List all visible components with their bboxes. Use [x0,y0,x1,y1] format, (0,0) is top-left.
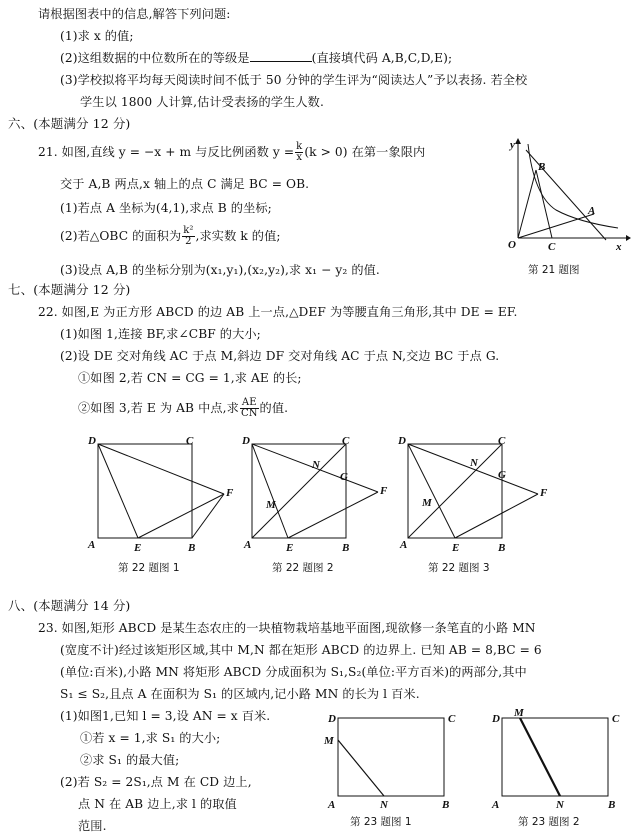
y-axis-arrow [515,138,521,144]
label-E: E [286,542,294,554]
q21-line2: 交于 A,B 两点,x 轴上的点 C 满足 BC = OB. [60,177,310,191]
label-N: N [312,459,320,471]
diagonal-AC [252,444,346,538]
label-B: B [342,542,350,554]
q22-fraction [240,398,259,419]
label-C: C [448,713,456,725]
label-F: F [380,485,388,497]
label-M: M [324,735,334,747]
label-C: C [186,435,194,447]
diagonal-AC [408,444,502,538]
label-A: A [588,205,596,217]
figure-21 [498,134,628,254]
frac-numerator: AE [241,397,257,408]
x-axis-arrow [626,235,631,241]
q23-line4: S₁ ≤ S₂,且点 A 在面积为 S₁ 的区域内,记小路 MN 的长为 l 百米. [60,687,420,701]
label-C: C [342,435,350,447]
figure-22-3-caption: 第 22 题图 3 [428,562,490,574]
label-D: D [492,713,500,725]
q21-line1-tail: (k > 0) 在第一象限内 [304,145,426,159]
label-M: M [266,499,276,511]
figure-22-1 [88,436,248,554]
label-B: B [442,799,450,811]
label-A: A [492,799,500,811]
q21-part2 [60,226,281,247]
segment-DE [98,444,138,538]
label-B: B [538,161,546,173]
q22-part2-ii-tail: 的值. [259,401,289,415]
q20-part1: (1)求 x 的值; [60,29,134,43]
label-B: B [498,542,506,554]
figure-22-2 [242,436,402,554]
figure-22-3 [398,436,558,554]
label-x: x [616,241,622,253]
label-G: G [340,471,348,483]
q23-part2: (2)若 S₂ = 2S₁,点 M 在 CD 边上, [60,775,252,789]
answer-blank [250,50,312,62]
label-F: F [540,487,548,499]
label-D: D [88,435,96,447]
label-D: D [398,435,406,447]
q21-part1: (1)若点 A 坐标为(4,1),求点 B 的坐标; [60,201,272,215]
rectangle-ABCD [338,718,444,796]
q21-part2-text: (2)若△OBC 的面积为 [60,229,182,243]
label-A: A [244,539,252,551]
label-A: A [328,799,336,811]
label-E: E [452,542,460,554]
q23-line2: (宽度不计)经过该矩形区域,其中 M,N 都在矩形 ABCD 的边界上. 已知 AB = 8,BC = 6 [60,643,542,657]
square-ABCD [98,444,192,538]
label-E: E [134,542,142,554]
q23-line3: (单位:百米),小路 MN 将矩形 ABCD 分成面积为 S₁,S₂(单位:平方百米)的两部分,其中 [60,665,527,679]
label-C: C [498,435,506,447]
q20-part2-text: (2)这组数据的中位数所在的等级是 [60,51,250,65]
q20-part3-cont: 学生以 1800 人计算,估计受表扬的学生人数. [80,95,324,109]
label-N: N [556,799,564,811]
figure-22-2-caption: 第 22 题图 2 [272,562,334,574]
q21-fraction [295,142,303,163]
q21-line1 [38,142,425,163]
segment-DF [98,444,224,494]
segment-OA [518,214,594,238]
label-B: B [188,542,196,554]
label-F: F [226,487,234,499]
label-M: M [514,707,524,719]
hyperbola-curve [528,144,618,228]
segment-OB [518,170,536,238]
label-C: C [548,241,556,253]
q23-part1-ii: ②求 S₁ 的最大值; [80,753,180,767]
segment-EF [455,494,538,538]
label-y: y [510,139,515,151]
label-C: C [612,713,620,725]
segment-DE [252,444,288,538]
label-D: D [242,435,250,447]
q22-part2-ii-text: ②如图 3,若 E 为 AB 中点,求 [78,401,239,415]
q21-line1-text: 21. 如图,直线 y = −x + m 与反比例函数 y = [38,145,295,159]
section-6-heading: 六、(本题满分 12 分) [8,116,131,131]
q23-part1: (1)如图1,已知 l = 3,设 AN = x 百米. [60,709,271,723]
section-8-heading: 八、(本题满分 14 分) [8,598,131,613]
q20-part2-tail: (直接填代码 A,B,C,D,E); [311,51,453,65]
label-D: D [328,713,336,725]
frac-denominator: CN [240,408,258,419]
q20-part3: (3)学校拟将平均每天阅读时间不低于 50 分钟的学生评为“阅读达人”予以表扬. 若全校 [60,73,528,87]
label-N: N [470,457,478,469]
figure-23-1-caption: 第 23 题图 1 [350,816,412,828]
q23-part2-cont2: 范围. [78,819,107,833]
q23-part2-cont: 点 N 在 AB 边上,求 l 的取值 [78,797,237,811]
figure-21-caption: 第 21 题图 [528,264,580,276]
label-B: B [608,799,616,811]
q22-part2-i: ①如图 2,若 CN = CG = 1,求 AE 的长; [78,371,302,385]
label-G: G [498,469,506,481]
path-MN [338,740,384,796]
frac-numerator: k² [183,225,194,236]
q22-line1: 22. 如图,E 为正方形 ABCD 的边 AB 上一点,△DEF 为等腰直角三角形,其中 DE = EF. [38,305,518,319]
frac-denominator: 2 [185,236,192,247]
segment-EF [138,494,224,538]
q22-part1: (1)如图 1,连接 BF,求∠CBF 的大小; [60,327,261,341]
figure-22-1-caption: 第 22 题图 1 [118,562,180,574]
label-M: M [422,497,432,509]
segment-DE [408,444,455,538]
q20-part2 [60,50,452,66]
q23-line1: 23. 如图,矩形 ABCD 是某生态农庄的一块植物栽培基地平面图,现欲修一条笔直的小路 MN [38,621,536,635]
segment-DF [408,444,538,494]
frac-numerator: k [296,141,303,152]
label-O: O [508,239,516,251]
figure-23-2 [488,707,628,811]
figure-23-2-caption: 第 23 题图 2 [518,816,580,828]
segment-BF [192,494,224,538]
q21-part2-tail: ,求实数 k 的值; [195,229,281,243]
figure-23-1 [320,710,460,811]
q22-part2: (2)设 DE 交对角线 AC 于点 M,斜边 DF 交对角线 AC 于点 N,交边 BC 于点 G. [60,349,500,363]
label-A: A [400,539,408,551]
label-N: N [380,799,388,811]
q21-part3: (3)设点 A,B 的坐标分别为(x₁,y₁),(x₂,y₂),求 x₁ − y₂ 的值. [60,263,380,277]
path-MN [520,718,560,796]
label-A: A [88,539,96,551]
intro-text: 请根据图表中的信息,解答下列问题: [38,7,231,21]
frac-denominator: x [296,152,303,163]
q21-fraction-2 [182,226,194,247]
q22-part2-ii [78,398,288,419]
q23-part1-i: ①若 x = 1,求 S₁ 的大小; [80,731,221,745]
section-7-heading: 七、(本题满分 12 分) [8,282,131,297]
segment-EF [288,492,378,538]
